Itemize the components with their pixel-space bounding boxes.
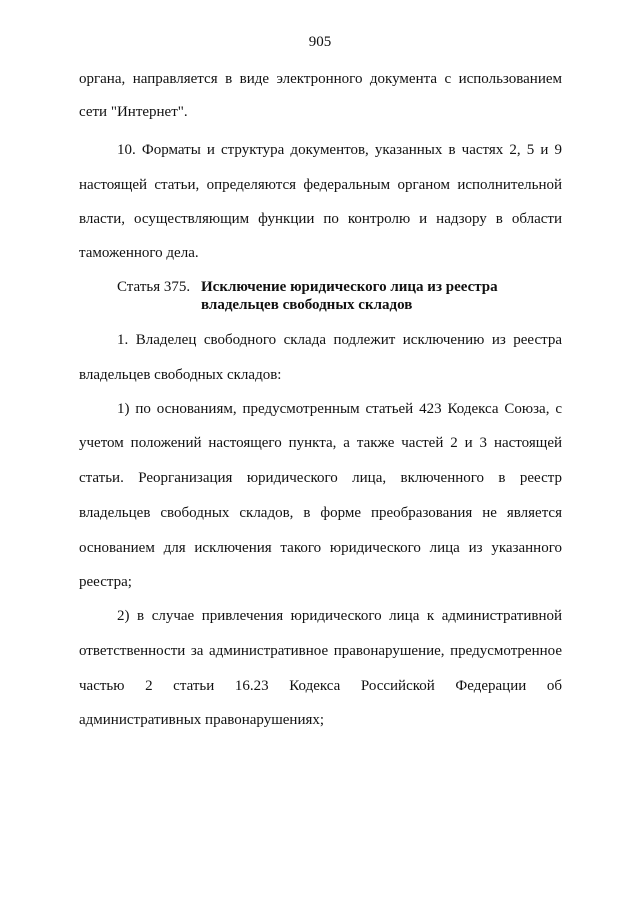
page-number: 905: [308, 34, 332, 50]
text-line: реестра;: [79, 574, 132, 590]
text-line: 10. Форматы и структура документов, указанных в частях 2, 5 и 9: [117, 142, 562, 158]
text-line: власти, осуществляющим функции по контролю и надзору в области: [79, 211, 562, 227]
text-line: ответственности за административное правонарушение, предусмотренное: [79, 643, 562, 659]
article-title-line: Исключение юридического лица из реестра: [201, 279, 498, 295]
text-line: органа, направляется в виде электронного документа с использованием: [79, 71, 562, 87]
text-line: административных правонарушениях;: [79, 712, 325, 728]
text-line: владельцев свободных складов:: [79, 367, 282, 383]
text-line: статьи. Реорганизация юридического лица, включенного в реестр: [79, 470, 562, 486]
article-heading: [117, 278, 498, 314]
text-line: таможенного дела.: [79, 245, 199, 261]
text-line: сети "Интернет".: [79, 104, 188, 120]
text-line: настоящей статьи, определяются федеральным органом исполнительной: [79, 177, 562, 193]
text-line: 1) по основаниям, предусмотренным статьей 423 Кодекса Союза, с: [117, 401, 562, 417]
article-title-line: владельцев свободных складов: [201, 297, 413, 313]
text-line: частью 2 статьи 16.23 Кодекса Российской Федерации об: [79, 678, 562, 694]
article-title: [201, 278, 498, 314]
text-line: владельцев свободных складов, в форме преобразования не является: [79, 505, 562, 521]
text-line: основанием для исключения такого юридического лица из указанного: [79, 540, 562, 556]
text-line: 1. Владелец свободного склада подлежит исключению из реестра: [117, 332, 562, 348]
article-number: Статья 375.: [117, 279, 191, 295]
text-line: учетом положений настоящего пункта, а также частей 2 и 3 настоящей: [79, 435, 562, 451]
text-line: 2) в случае привлечения юридического лица к административной: [117, 608, 562, 624]
